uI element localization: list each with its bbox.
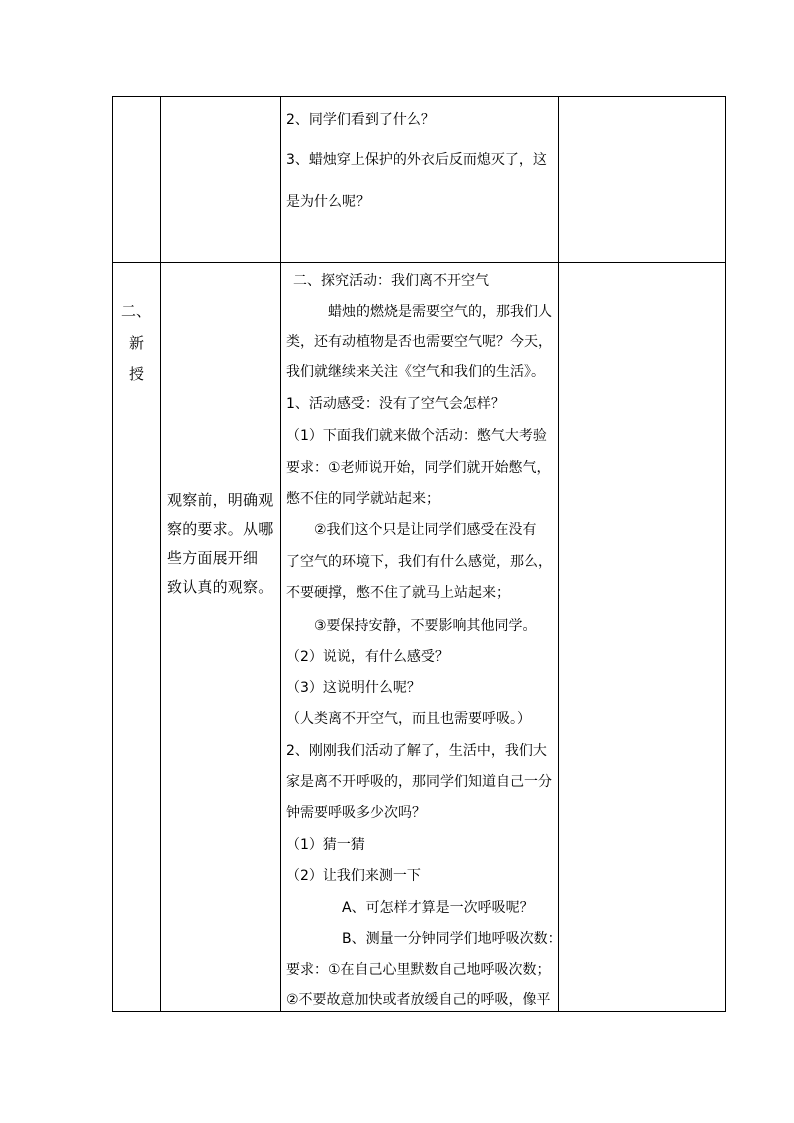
content-line: 憋不住的同学就站起来； xyxy=(286,491,440,507)
content-line: 3、蜡烛穿上保护的外衣后反而熄灭了，这 xyxy=(286,152,547,168)
teaching-note-line: 些方面展开细 xyxy=(167,549,259,567)
content-line: 是为什么呢？ xyxy=(286,194,370,210)
content-line: 要求：①老师说开始，同学们就开始憋气， xyxy=(286,460,551,476)
content-line: 类，还有动植物是否也需要空气呢？今天， xyxy=(286,334,552,350)
content-line: ②不要故意加快或者放缓自己的呼吸，像平 xyxy=(286,992,551,1008)
column-divider xyxy=(558,97,559,1011)
content-line: 了空气的环境下，我们有什么感觉，那么， xyxy=(286,554,552,570)
content-line: 蜡烛的燃烧是需要空气的，那我们人 xyxy=(328,304,552,320)
content-line: 钟需要呼吸多少次吗？ xyxy=(286,805,426,821)
column-divider xyxy=(280,97,281,1011)
content-line: 家是离不开呼吸的，那同学们知道自己一分 xyxy=(286,774,552,790)
content-line: 2、同学们看到了什么？ xyxy=(286,112,435,128)
content-line: （1）猜一猜 xyxy=(286,837,365,853)
lesson-plan-table xyxy=(112,96,726,1012)
content-line: （1）下面我们就来做个活动：憋气大考验 xyxy=(286,428,547,444)
section-label: 二、 xyxy=(121,302,152,320)
content-line: 不要硬撑，憋不住了就马上站起来； xyxy=(286,585,510,601)
content-line: A、可怎样才算是一次呼吸呢？ xyxy=(342,900,534,916)
content-line: （2）说说，有什么感受？ xyxy=(286,649,449,665)
content-line: 1、活动感受：没有了空气会怎样？ xyxy=(286,396,505,412)
content-line: 2、刚刚我们活动了解了，生活中，我们大 xyxy=(286,743,547,759)
teaching-note-line: 察的要求。从哪 xyxy=(167,520,274,538)
content-line: （3）这说明什么呢？ xyxy=(286,680,421,696)
row-divider xyxy=(113,262,725,263)
content-line: 要求：①在自己心里默数自己地呼吸次数； xyxy=(286,962,551,978)
activity-heading: 二、探究活动：我们离不开空气 xyxy=(293,273,489,289)
content-line: ②我们这个只是让同学们感受在没有 xyxy=(314,522,537,538)
content-line: B、测量一分钟同学们地呼吸次数： xyxy=(342,931,562,947)
content-line: （人类离不开空气，而且也需要呼吸。） xyxy=(286,711,531,727)
content-line: 我们就继续来关注《空气和我们的生活》。 xyxy=(286,364,545,380)
section-label: 授 xyxy=(129,365,145,383)
teaching-note-line: 观察前，明确观 xyxy=(167,491,274,509)
column-divider xyxy=(160,97,161,1011)
section-label: 新 xyxy=(129,334,145,352)
content-line: ③要保持安静，不要影响其他同学。 xyxy=(314,618,537,634)
teaching-note-line: 致认真的观察。 xyxy=(167,578,274,596)
content-line: （2）让我们来测一下 xyxy=(286,868,421,884)
